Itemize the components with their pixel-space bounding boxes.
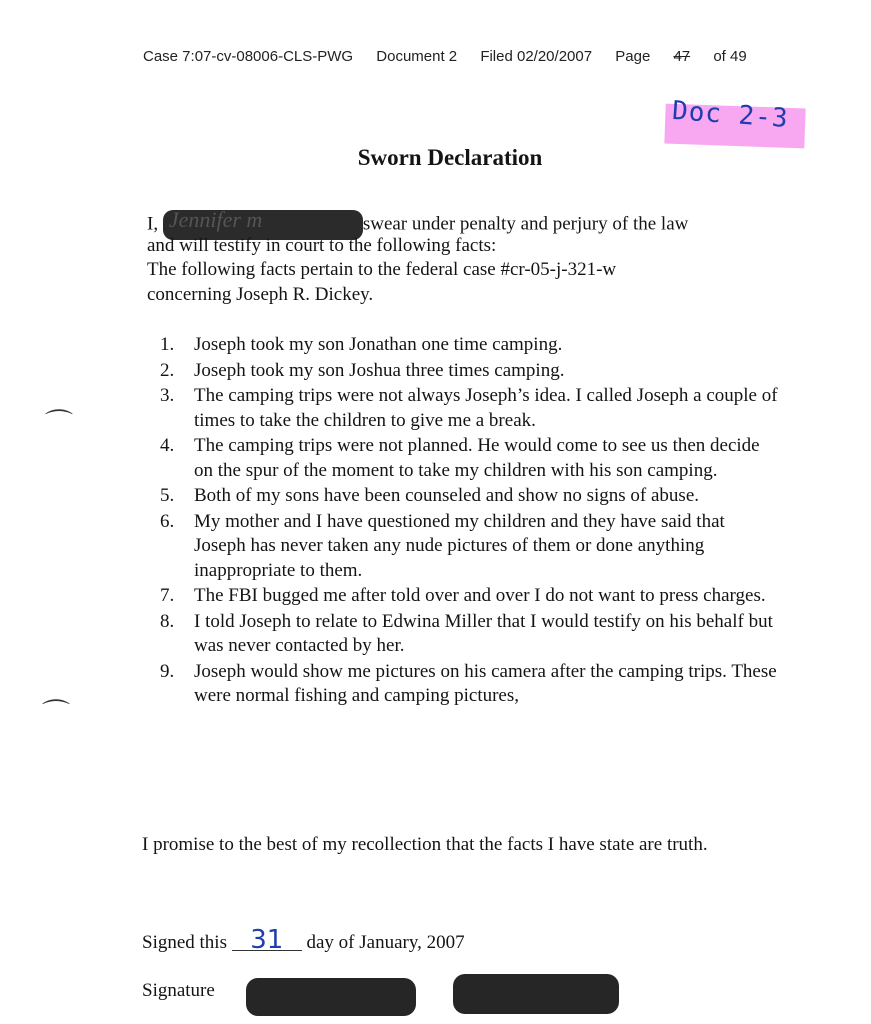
doc-stamp-text: Doc 2-3 — [671, 95, 790, 135]
margin-mark: ⌒ — [45, 407, 74, 440]
redacted-signature-last — [453, 974, 619, 1014]
list-item: 5. Both of my sons have been counseled and show no signs of abuse. — [160, 485, 700, 506]
intro-line-2: and will testify in court to the following facts: — [147, 235, 497, 256]
signed-date-line: Signed this 31 day of January, 2007 — [142, 925, 465, 955]
case-number: Case 7:07-cv-08006-CLS-PWG — [143, 48, 354, 65]
list-item: 4. The camping trips were not planned. He would come to see us then decide on the spur of the moment to take my children with his son camping. — [160, 435, 760, 481]
filed-date: Filed 02/20/2007 — [480, 48, 593, 65]
intro-line-3: The following facts pertain to the federal case #cr-05-j-321-w — [147, 259, 617, 280]
redacted-signature-first — [246, 978, 416, 1016]
closing-statement: I promise to the best of my recollection that the facts I have state are truth. — [142, 834, 708, 855]
list-item: 9. Joseph would show me pictures on his camera after the camping trips. These were normal fishing and camping pictures, — [160, 660, 777, 706]
page-title: Sworn Declaration — [357, 145, 543, 170]
redacted-name: Jennifer m — [163, 210, 363, 240]
signed-day: 31 — [232, 930, 302, 951]
court-header — [143, 48, 766, 65]
intro-pronoun: I, — [147, 213, 159, 235]
signature-label: Signature — [142, 980, 215, 1001]
facts-list — [160, 333, 780, 710]
page-struck: 47 — [673, 48, 691, 65]
list-item: 3. The camping trips were not always Joseph’s idea. I called Joseph a couple of times to take the children to give me a break. — [160, 385, 778, 431]
document-number: Document 2 — [376, 48, 458, 65]
list-item: 7. The FBI bugged me after told over and over I do not want to press charges. — [160, 585, 766, 606]
list-item: 8. I told Joseph to relate to Edwina Miller that I would testify on his behalf but was never contacted by her. — [160, 610, 773, 656]
list-item: 6. My mother and I have questioned my children and they have said that Joseph has never taken any nude pictures of them or done anything inappropriate to them. — [160, 510, 725, 581]
page-number: Page 47 of 49 — [615, 48, 747, 65]
list-item: 1. Joseph took my son Jonathan one time camping. — [160, 334, 563, 355]
intro-line1-rest: swear under penalty and perjury of the law — [362, 213, 689, 235]
list-item: 2. Joseph took my son Joshua three times camping. — [160, 359, 565, 381]
margin-mark: ⌒ — [42, 697, 71, 730]
intro-line-4: concerning Joseph R. Dickey. — [147, 284, 374, 305]
